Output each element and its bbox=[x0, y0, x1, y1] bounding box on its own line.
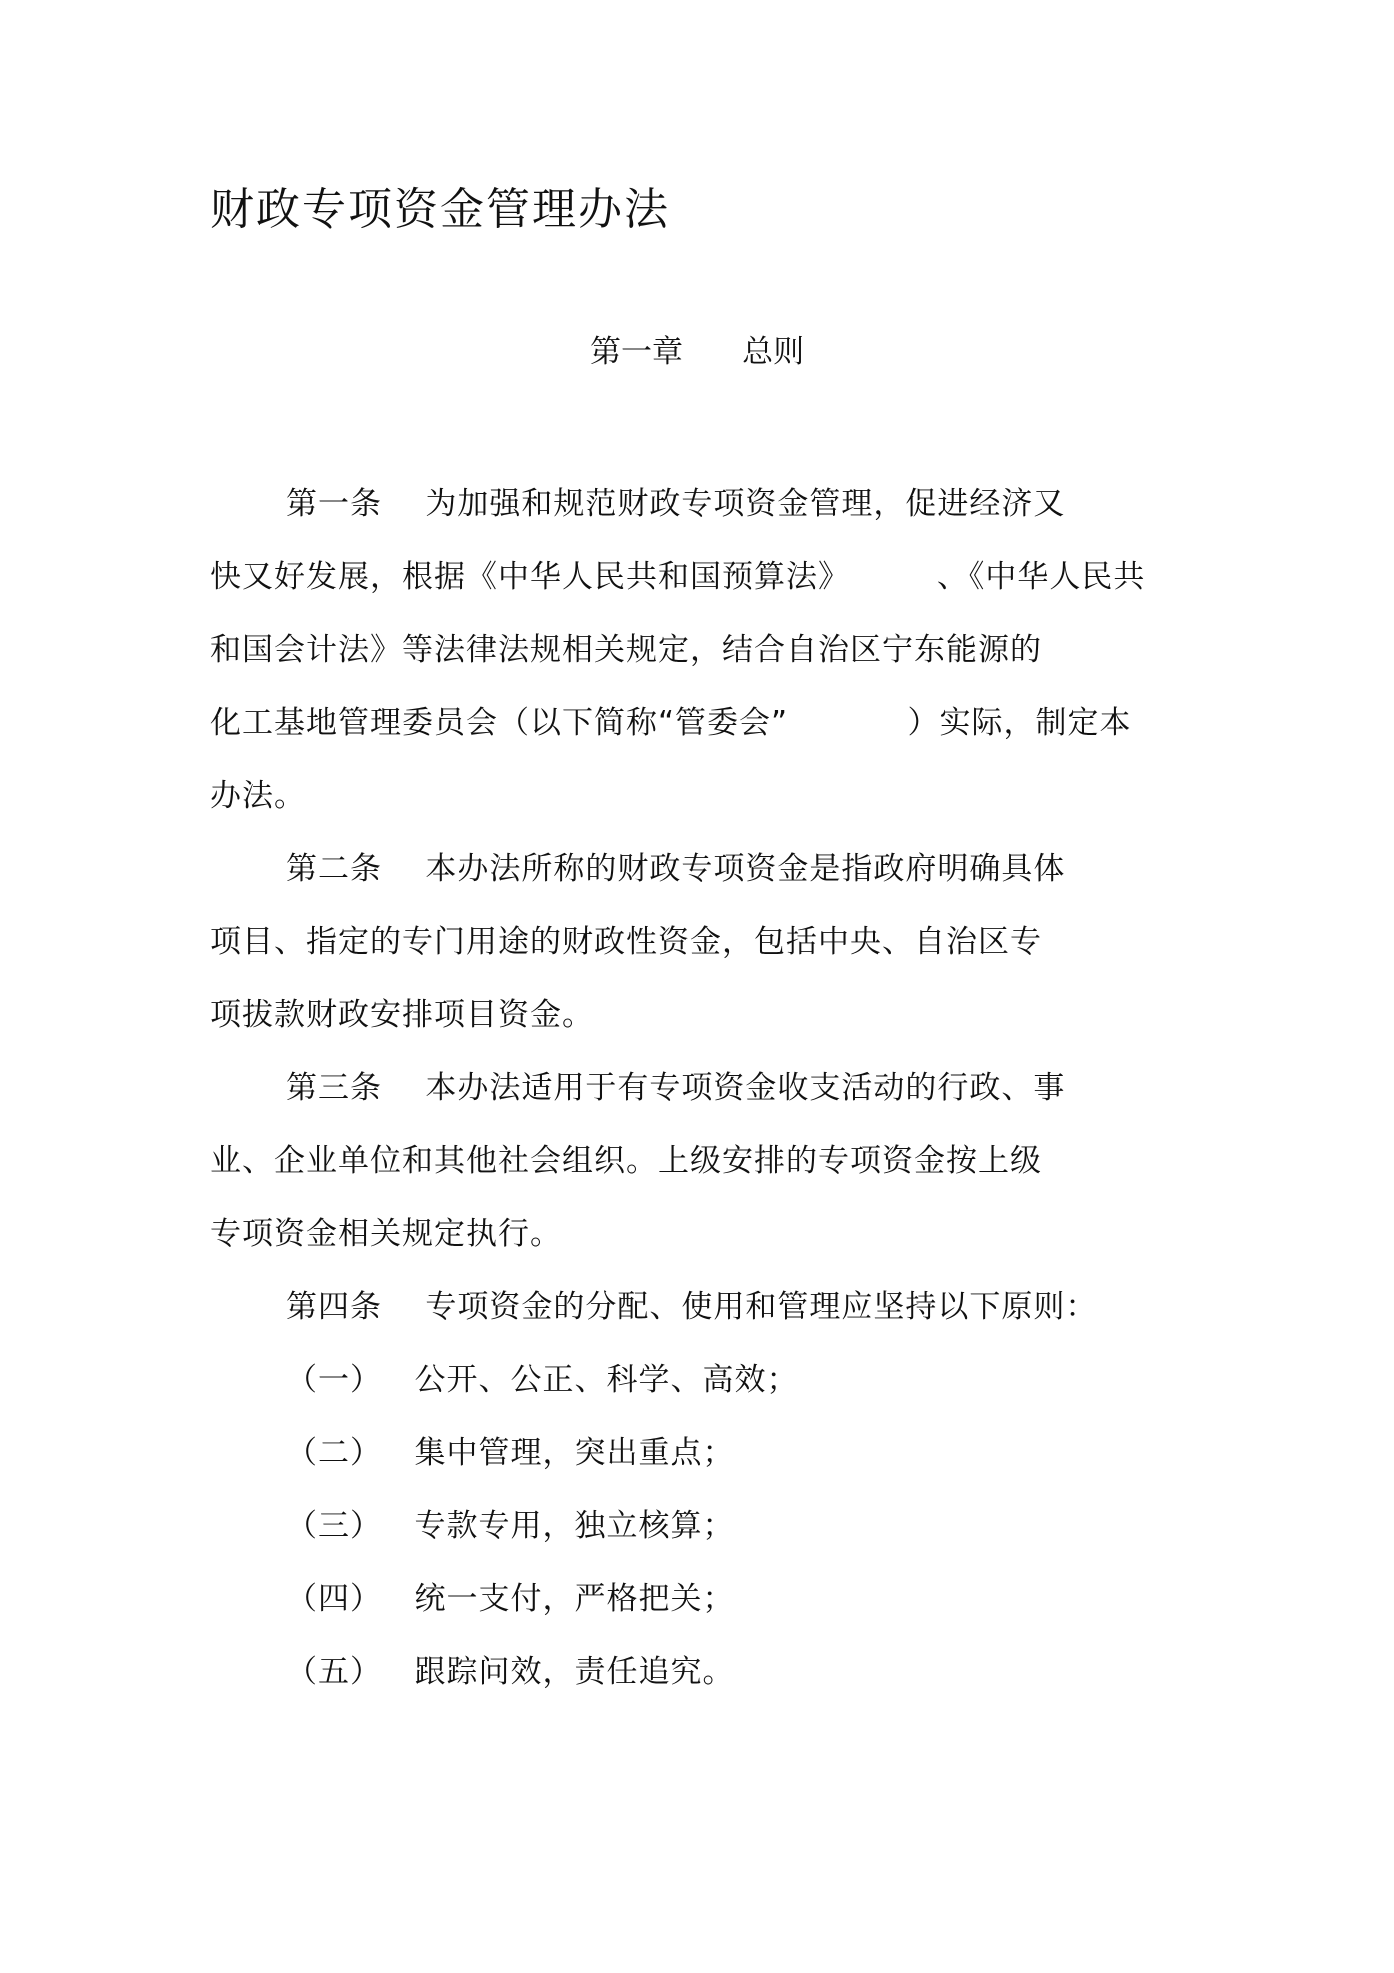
document-title: 财政专项资金管理办法 bbox=[210, 184, 670, 235]
principle-item-4: （四） 统一支付，严格把关； bbox=[286, 1581, 735, 1617]
article-3-line-1: 第三条 本办法适用于有专项资金收支活动的行政、事 bbox=[286, 1070, 1066, 1106]
article-1-line-2: 快又好发展，根据《中华人民共和国预算法》 、《中华人民共 bbox=[210, 559, 1146, 595]
article-1-line-1: 第一条 为加强和规范财政专项资金管理，促进经济又 bbox=[286, 486, 1066, 522]
article-1-line-4: 化工基地管理委员会（以下简称“管委会” ）实际，制定本 bbox=[210, 705, 1132, 741]
article-1-line-3: 和国会计法》等法律法规相关规定，结合自治区宁东能源的 bbox=[210, 632, 1042, 668]
principle-item-2: （二） 集中管理，突出重点； bbox=[286, 1435, 735, 1471]
article-3-line-2: 业、企业单位和其他社会组织。上级安排的专项资金按上级 bbox=[210, 1143, 1042, 1179]
article-2-line-2: 项目、指定的专门用途的财政性资金，包括中央、自治区专 bbox=[210, 924, 1042, 960]
principle-item-5: （五） 跟踪问效，责任追究。 bbox=[286, 1654, 735, 1690]
article-3-line-3: 专项资金相关规定执行。 bbox=[210, 1216, 562, 1252]
principle-item-1: （一） 公开、公正、科学、高效； bbox=[286, 1362, 799, 1398]
article-2-line-1: 第二条 本办法所称的财政专项资金是指政府明确具体 bbox=[286, 851, 1066, 887]
principle-item-3: （三） 专款专用，独立核算； bbox=[286, 1508, 735, 1544]
chapter-heading: 第一章 总则 bbox=[590, 334, 805, 370]
article-2-line-3: 项拔款财政安排项目资金。 bbox=[210, 997, 594, 1033]
article-4-line-1: 第四条 专项资金的分配、使用和管理应坚持以下原则： bbox=[286, 1289, 1098, 1325]
article-1-line-5: 办法。 bbox=[210, 778, 306, 814]
